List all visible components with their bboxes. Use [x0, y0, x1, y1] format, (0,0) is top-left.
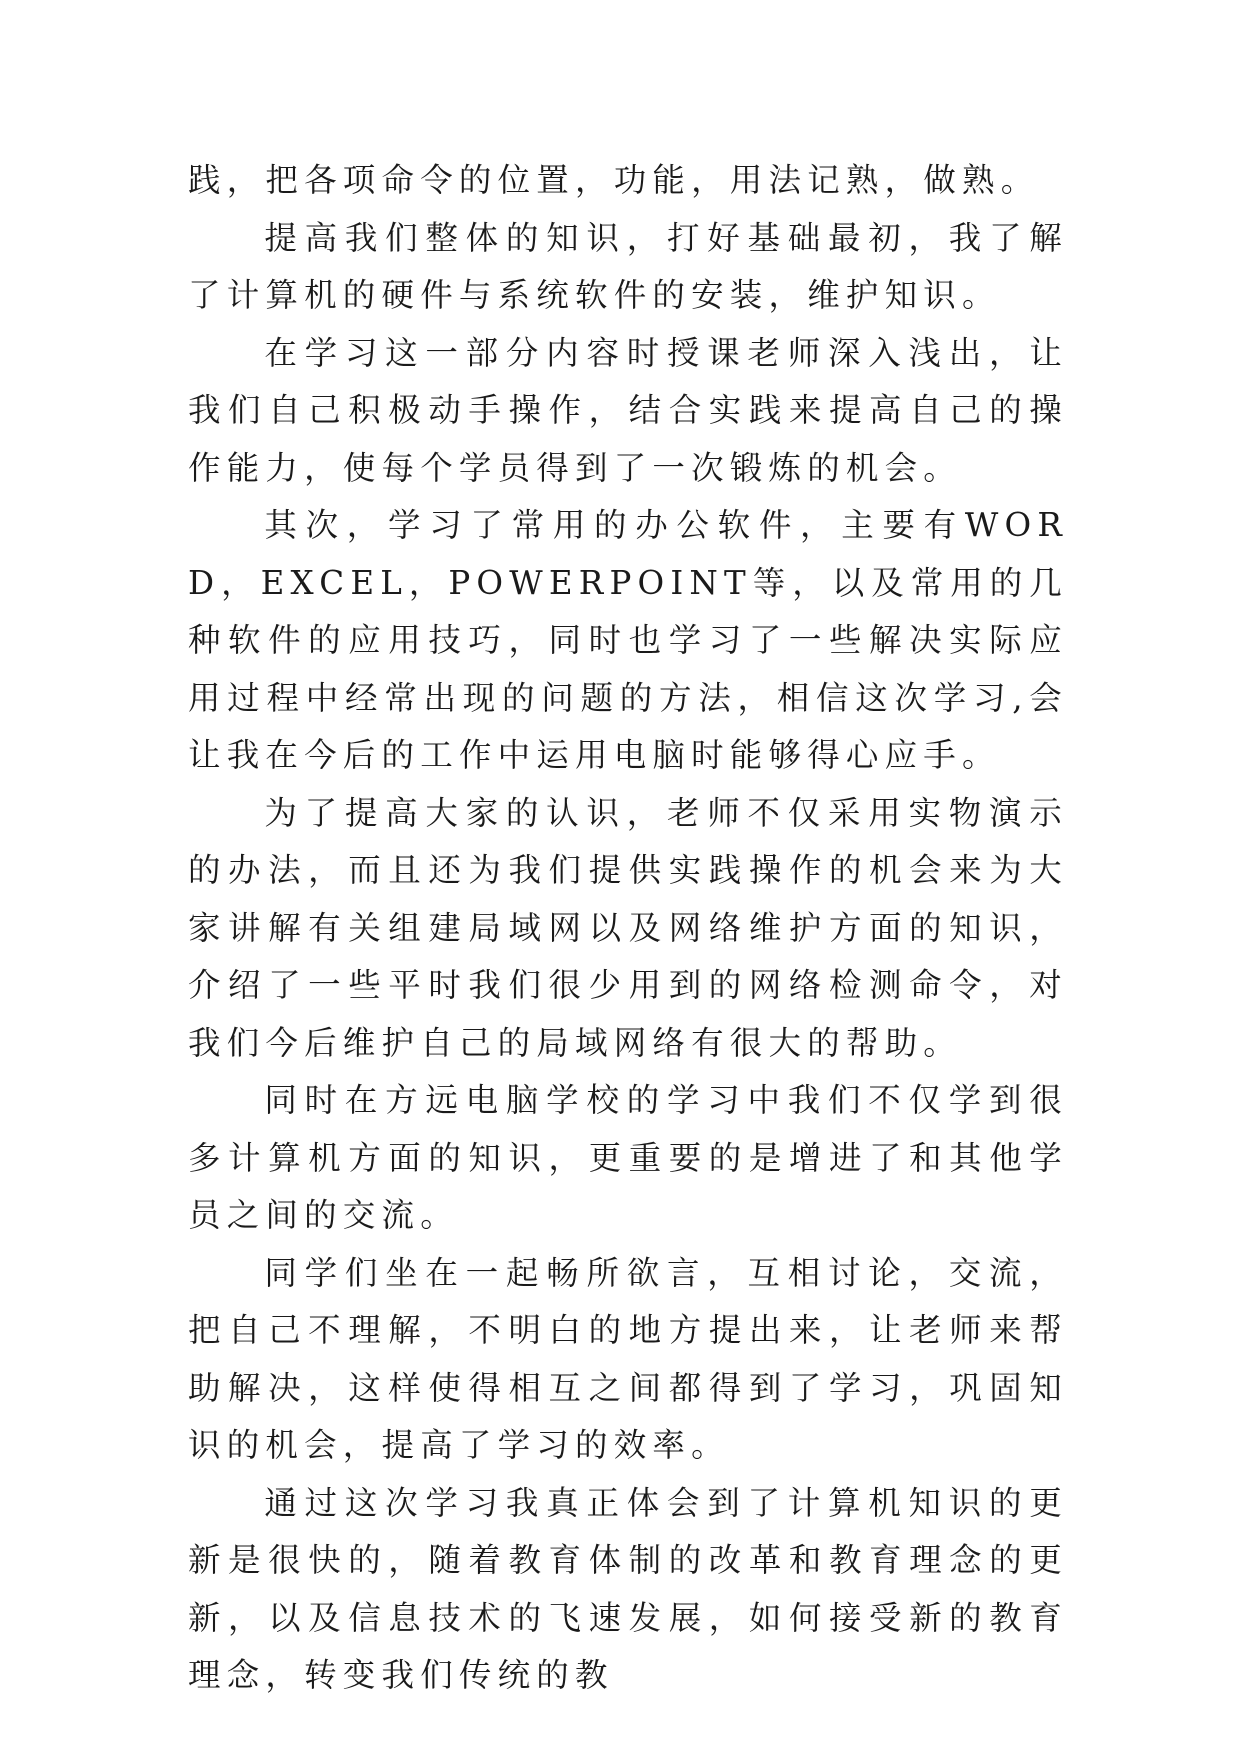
paragraph: 为了提高大家的认识，老师不仅采用实物演示的办法，而且还为我们提供实践操作的机会来为大家讲解有关组建局域网以及网络维护方面的知识，介绍了一些平时我们很少用到的网络检测命令，对我们今后维护自己的局域网络有很大的帮助。 — [188, 793, 1068, 1062]
paragraph: 践，把各项命令的位置，功能，用法记熟，做熟。 — [188, 161, 1040, 199]
paragraph: 其次，学习了常用的办公软件，主要有WORD，EXCEL，POWERPOINT等，以及常用的几种软件的应用技巧，同时也学习了一些解决实际应用过程中经常出现的问题的方法，相信这次学习,会让我在今后的工作中运用电脑时能够得心应手。 — [188, 506, 1068, 774]
paragraph: 同时在方远电脑学校的学习中我们不仅学到很多计算机方面的知识，更重要的是增进了和其他学员之间的交流。 — [188, 1081, 1068, 1234]
paragraph: 在学习这一部分内容时授课老师深入浅出，让我们自己积极动手操作，结合实践来提高自己的操作能力，使每个学员得到了一次锻炼的机会。 — [188, 333, 1068, 487]
paragraph: 通过这次学习我真正体会到了计算机知识的更新是很快的，随着教育体制的改革和教育理念的更新，以及信息技术的飞速发展，如何接受新的教育理念，转变我们传统的教 — [188, 1483, 1068, 1694]
document-body — [188, 152, 1068, 1705]
paragraph: 提高我们整体的知识，打好基础最初，我了解了计算机的硬件与系统软件的安装，维护知识。 — [188, 218, 1068, 314]
paragraph: 同学们坐在一起畅所欲言，互相讨论，交流，把自己不理解，不明白的地方提出来，让老师来帮助解决，这样使得相互之间都得到了学习，巩固知识的机会，提高了学习的效率。 — [188, 1253, 1068, 1464]
